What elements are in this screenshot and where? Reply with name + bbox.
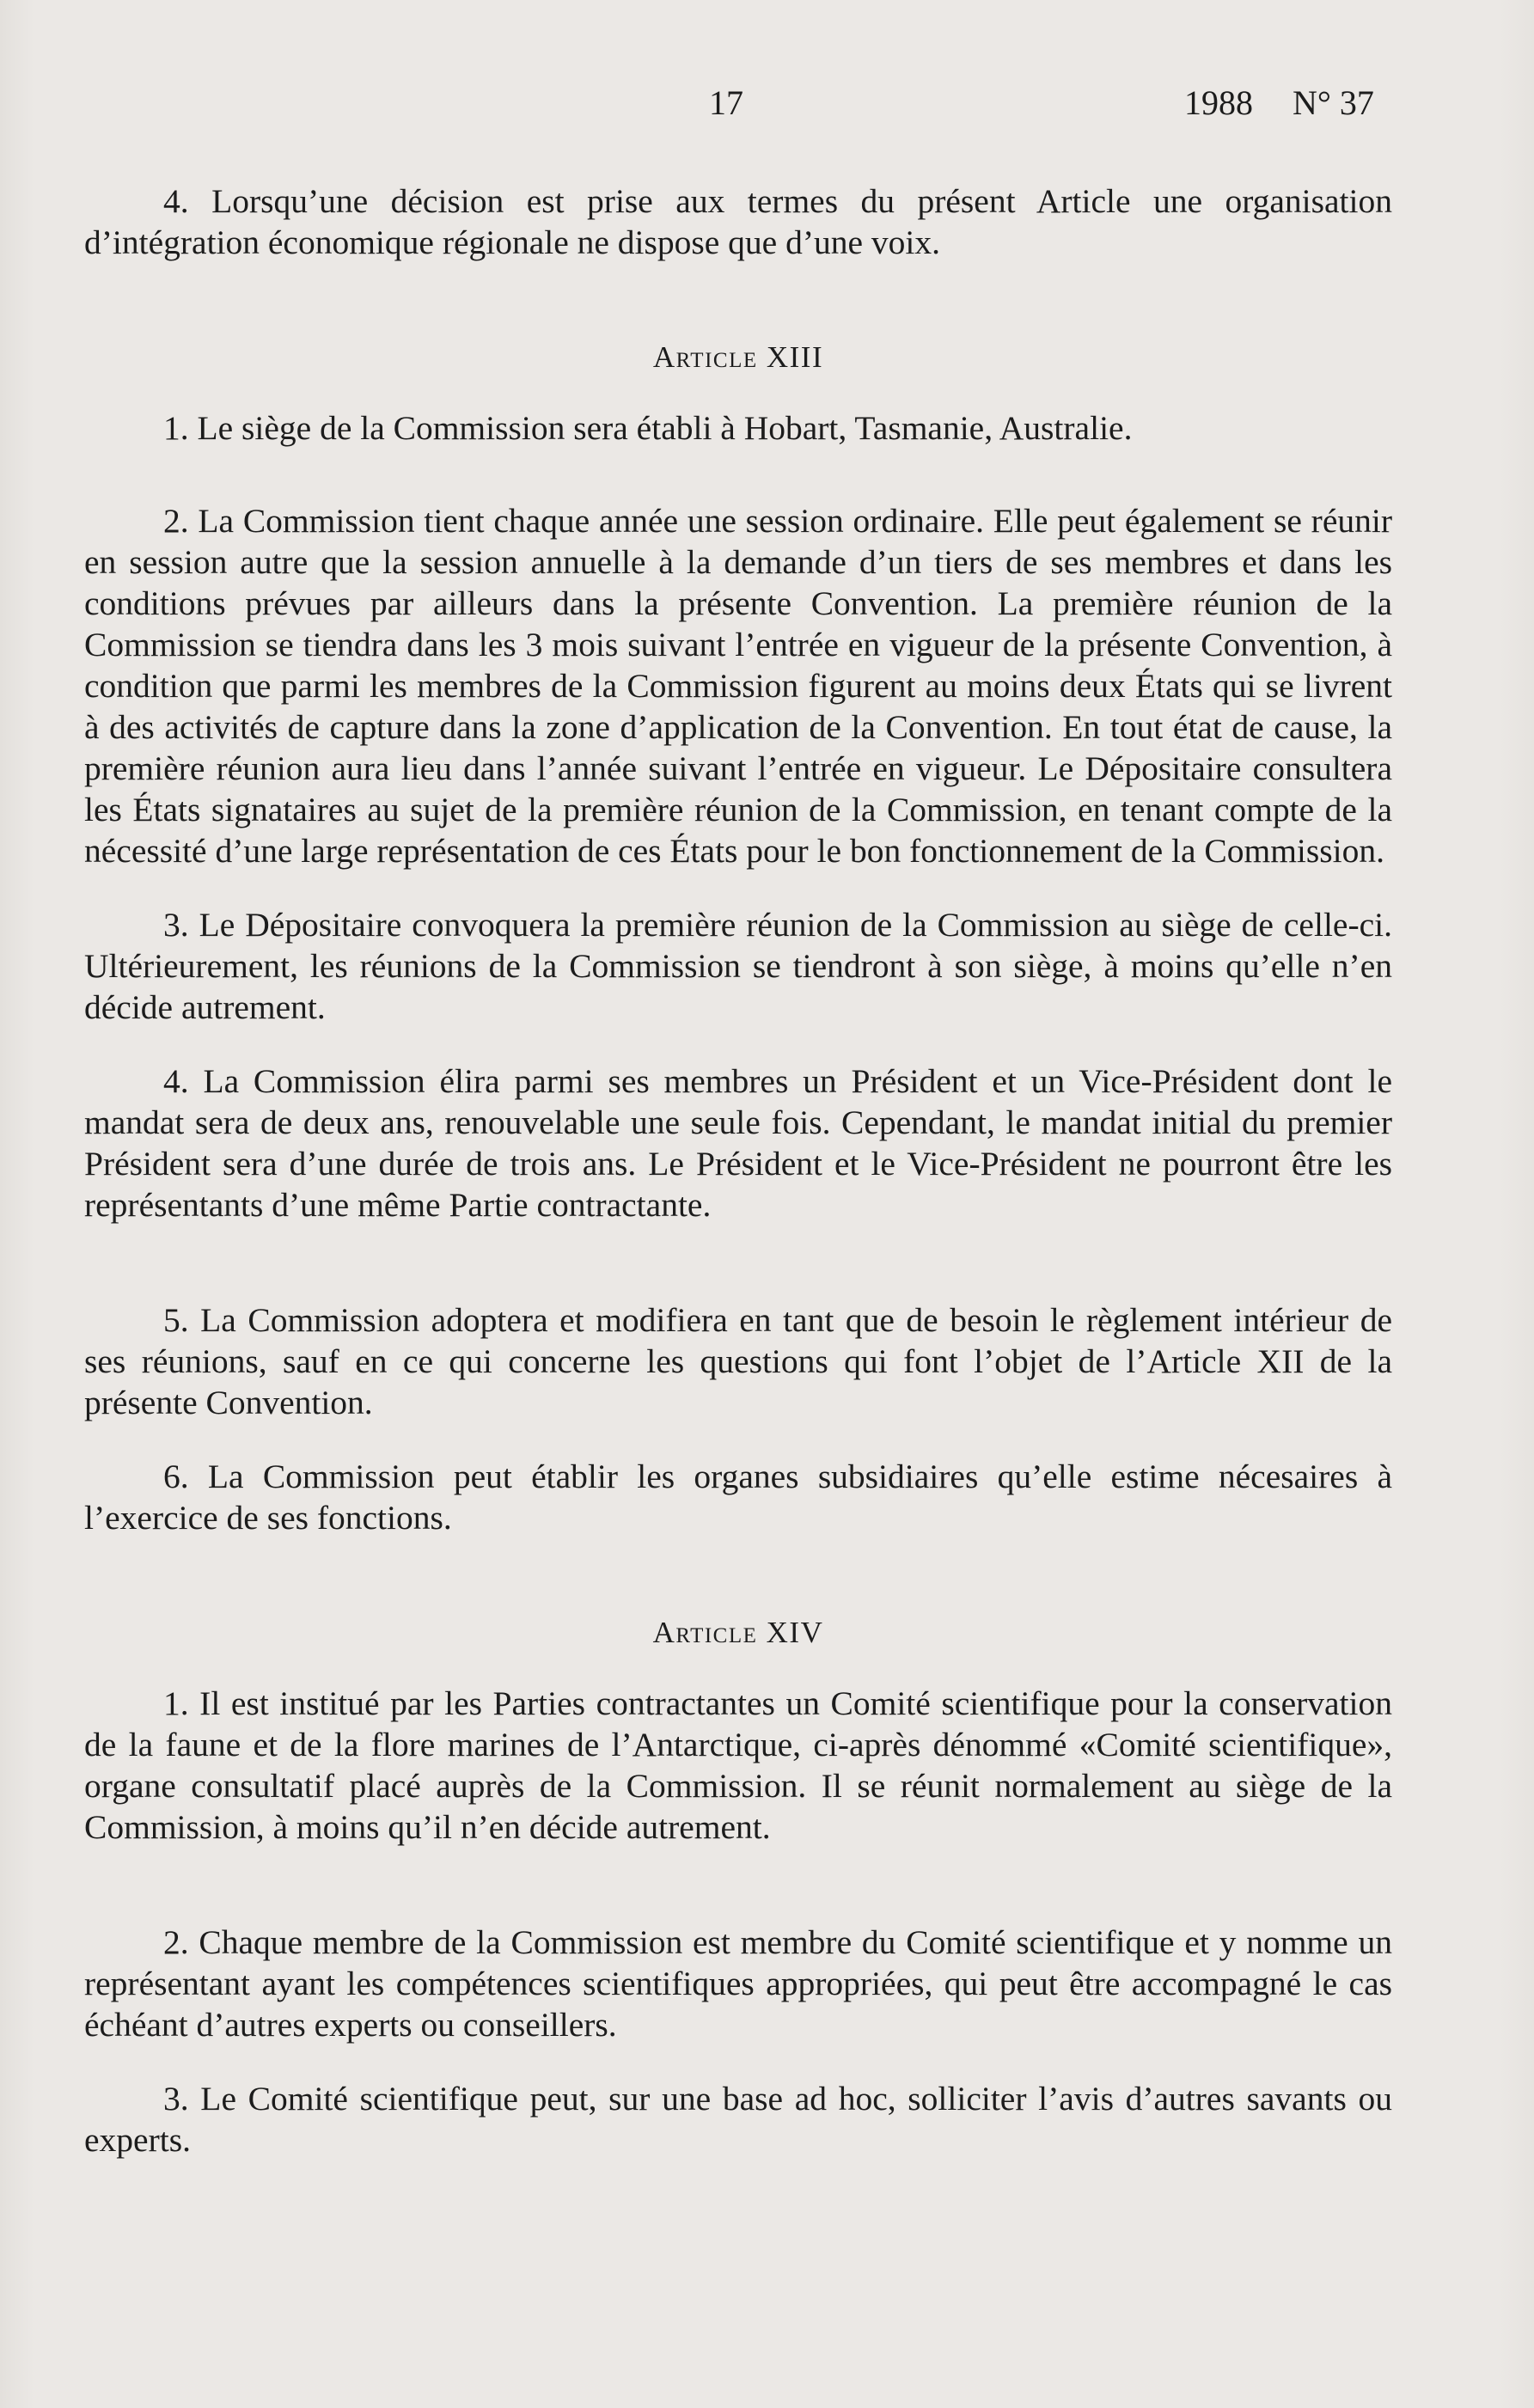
article-xiii-paragraph-4: 4. La Commission élira parmi ses membres un Président et un Vice-Président dont le mandat sera de deux ans, renouvelable une seule fois. Cependant, le mandat initial du premier Président sera d’une durée de trois ans. Le Président et le Vice-Président ne pourront être les représentants d’une même Partie contractante. bbox=[84, 1062, 1392, 1224]
article-xiii-paragraph-6: 6. La Commission peut établir les organes subsidiaires qu’elle estime nécesaires à l’exercice de ses fonctions. bbox=[84, 1458, 1392, 1537]
article-xiii-paragraph-2: 2. La Commission tient chaque année une session ordinaire. Elle peut également se réunir en session autre que la session annuelle à la demande d’un tiers de ses membres et dans les conditions prévues par ailleurs dans la présente Convention. La première réunion de la Commission se tiendra dans les 3 mois suivant l’entrée en vigueur de la présente Convention, à condition que parmi les membres de la Commission figurent au moins deux États qui se livrent à des activités de capture dans la zone d’application de la Convention. En tout état de cause, la première réunion aura lieu dans l’année suivant l’entrée en vigueur. Le Dépositaire consultera les États signataires au sujet de la première réunion de la Commission, en tenant compte de la nécessité d’une large représentation de ces États pour le bon fonctionnement de la Commission. bbox=[84, 502, 1392, 870]
page-header bbox=[0, 83, 1534, 134]
article-xiii-paragraph-5: 5. La Commission adoptera et modifiera en tant que de besoin le règlement intérieur de ses réunions, sauf en ce qui concerne les questions qui font l’objet de l’Article XII de la présente Convention. bbox=[84, 1301, 1392, 1421]
page-number: 17 bbox=[709, 83, 743, 122]
article-xiii-paragraph-3: 3. Le Dépositaire convoquera la première réunion de la Commission au siège de celle-ci. Ultérieurement, les réunions de la Commission se tiendront à son siège, à moins qu’elle n’en décide autrement. bbox=[84, 906, 1392, 1026]
article-xiv-paragraph-2: 2. Chaque membre de la Commission est membre du Comité scientifique et y nomme un représentant ayant les compétences scientifiques appropriées, qui peut être accompagné le cas échéant d’autres experts ou conseillers. bbox=[84, 1923, 1392, 2044]
article-xiii-paragraph-1: 1. Le siège de la Commission sera établi à Hobart, Tasmanie, Australie. bbox=[163, 409, 1133, 447]
header-year: 1988 bbox=[1184, 83, 1253, 122]
article-xiii-heading: Article XIII bbox=[652, 340, 824, 374]
document-number: N° 37 bbox=[1293, 83, 1374, 122]
paragraph-xii-4: 4. Lorsqu’une décision est prise aux termes du présent Article une organisation d’intégration économique régionale ne dispose que d’une voix. bbox=[84, 182, 1392, 261]
article-xiv-paragraph-1: 1. Il est institué par les Parties contractantes un Comité scientifique pour la conservation de la faune et de la flore marines de l’Antarctique, ci-après dénommé «Comité scientifique», organe consultatif placé auprès de la Commission. Il se réunit normalement au siège de la Commission, à moins qu’il n’en décide autrement. bbox=[84, 1684, 1392, 1846]
article-xiv-paragraph-3: 3. Le Comité scientifique peut, sur une base ad hoc, solliciter l’avis d’autres savants ou experts. bbox=[84, 2080, 1392, 2159]
article-xiv-heading: Article XIV bbox=[652, 1616, 824, 1649]
body-text bbox=[84, 180, 1392, 2160]
